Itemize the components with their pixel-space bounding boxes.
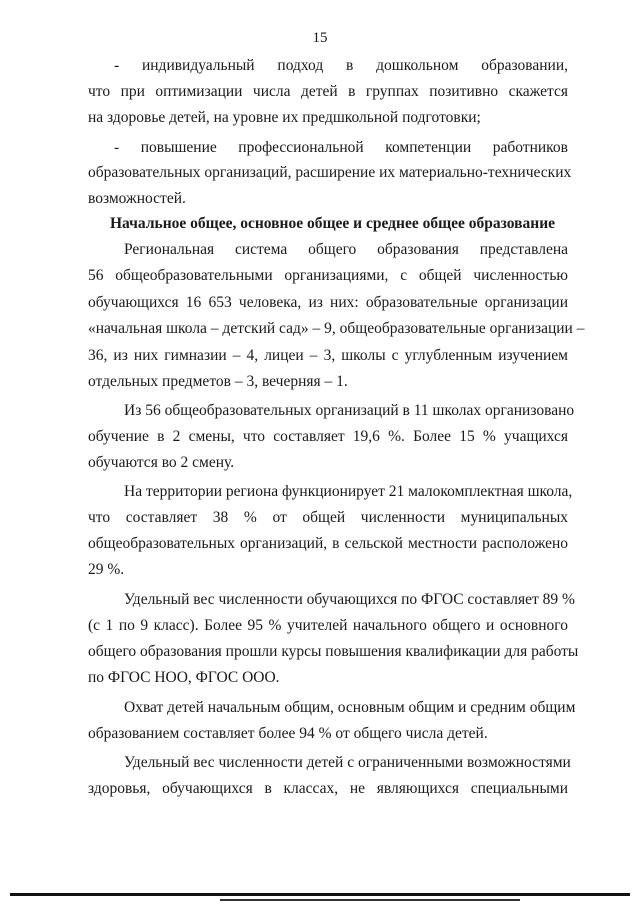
text-line: здоровья, обучающихся в классах, не являющихся специальными	[88, 780, 568, 797]
text-line: - повышение профессиональной компетенции работников	[114, 139, 568, 156]
text-line: что при оптимизации числа детей в группах позитивно скажется	[88, 83, 568, 100]
text-line: образовательных организаций, расширение их материально-технических	[88, 164, 572, 181]
text-line: Региональная система общего образования представлена	[124, 241, 568, 258]
text-line: - индивидуальный подход в дошкольном образовании,	[114, 57, 568, 74]
text-line: возможностей.	[88, 190, 186, 207]
text-line: обучение в 2 смены, что составляет 19,6 %. Более 15 % учащихся	[88, 428, 568, 445]
text-line: 29 %.	[88, 561, 125, 578]
text-line: по ФГОС НОО, ФГОС ООО.	[88, 669, 280, 686]
text-line: 56 общеобразовательными организациями, с общей численностью	[88, 267, 568, 284]
text-line: На территории региона функционирует 21 малокомплектная школа,	[124, 483, 573, 500]
page-number: 15	[312, 30, 328, 46]
text-line: (с 1 по 9 класс). Более 95 % учителей начального общего и основного	[88, 617, 568, 634]
text-line: Из 56 общеобразовательных организаций в 11 школах организовано	[124, 402, 575, 419]
text-line: образованием составляет более 94 % от общего числа детей.	[88, 725, 488, 742]
text-line: обучающихся 16 653 человека, из них: образовательные организации	[88, 294, 568, 311]
text-line: общего образования прошли курсы повышения квалификации для работы	[88, 643, 579, 660]
section-heading: Начальное общее, основное общее и среднее общее образование	[110, 215, 556, 232]
text-line: Удельный вес численности детей с ограниченными возможностями	[124, 754, 571, 771]
text-line: Охват детей начальным общим, основным общим и средним общим	[124, 699, 576, 716]
text-line: общеобразовательных организаций, в сельской местности расположено	[88, 535, 568, 552]
scan-edge-rule	[220, 899, 520, 901]
scan-edge-rule	[10, 893, 630, 896]
text-line: на здоровье детей, на уровне их предшкольной подготовки;	[88, 109, 481, 126]
text-line: «начальная школа – детский сад» – 9, общеобразовательные организации –	[88, 320, 585, 337]
text-line: что составляет 38 % от общей численности муниципальных	[88, 509, 568, 526]
text-line: обучаются во 2 смену.	[88, 454, 235, 471]
text-line: отдельных предметов – 3, вечерняя – 1.	[88, 373, 348, 390]
text-line: Удельный вес численности обучающихся по ФГОС составляет 89 %	[124, 591, 575, 608]
text-line: 36, из них гимназии – 4, лицеи – 3, школы с углубленным изучением	[88, 347, 568, 364]
